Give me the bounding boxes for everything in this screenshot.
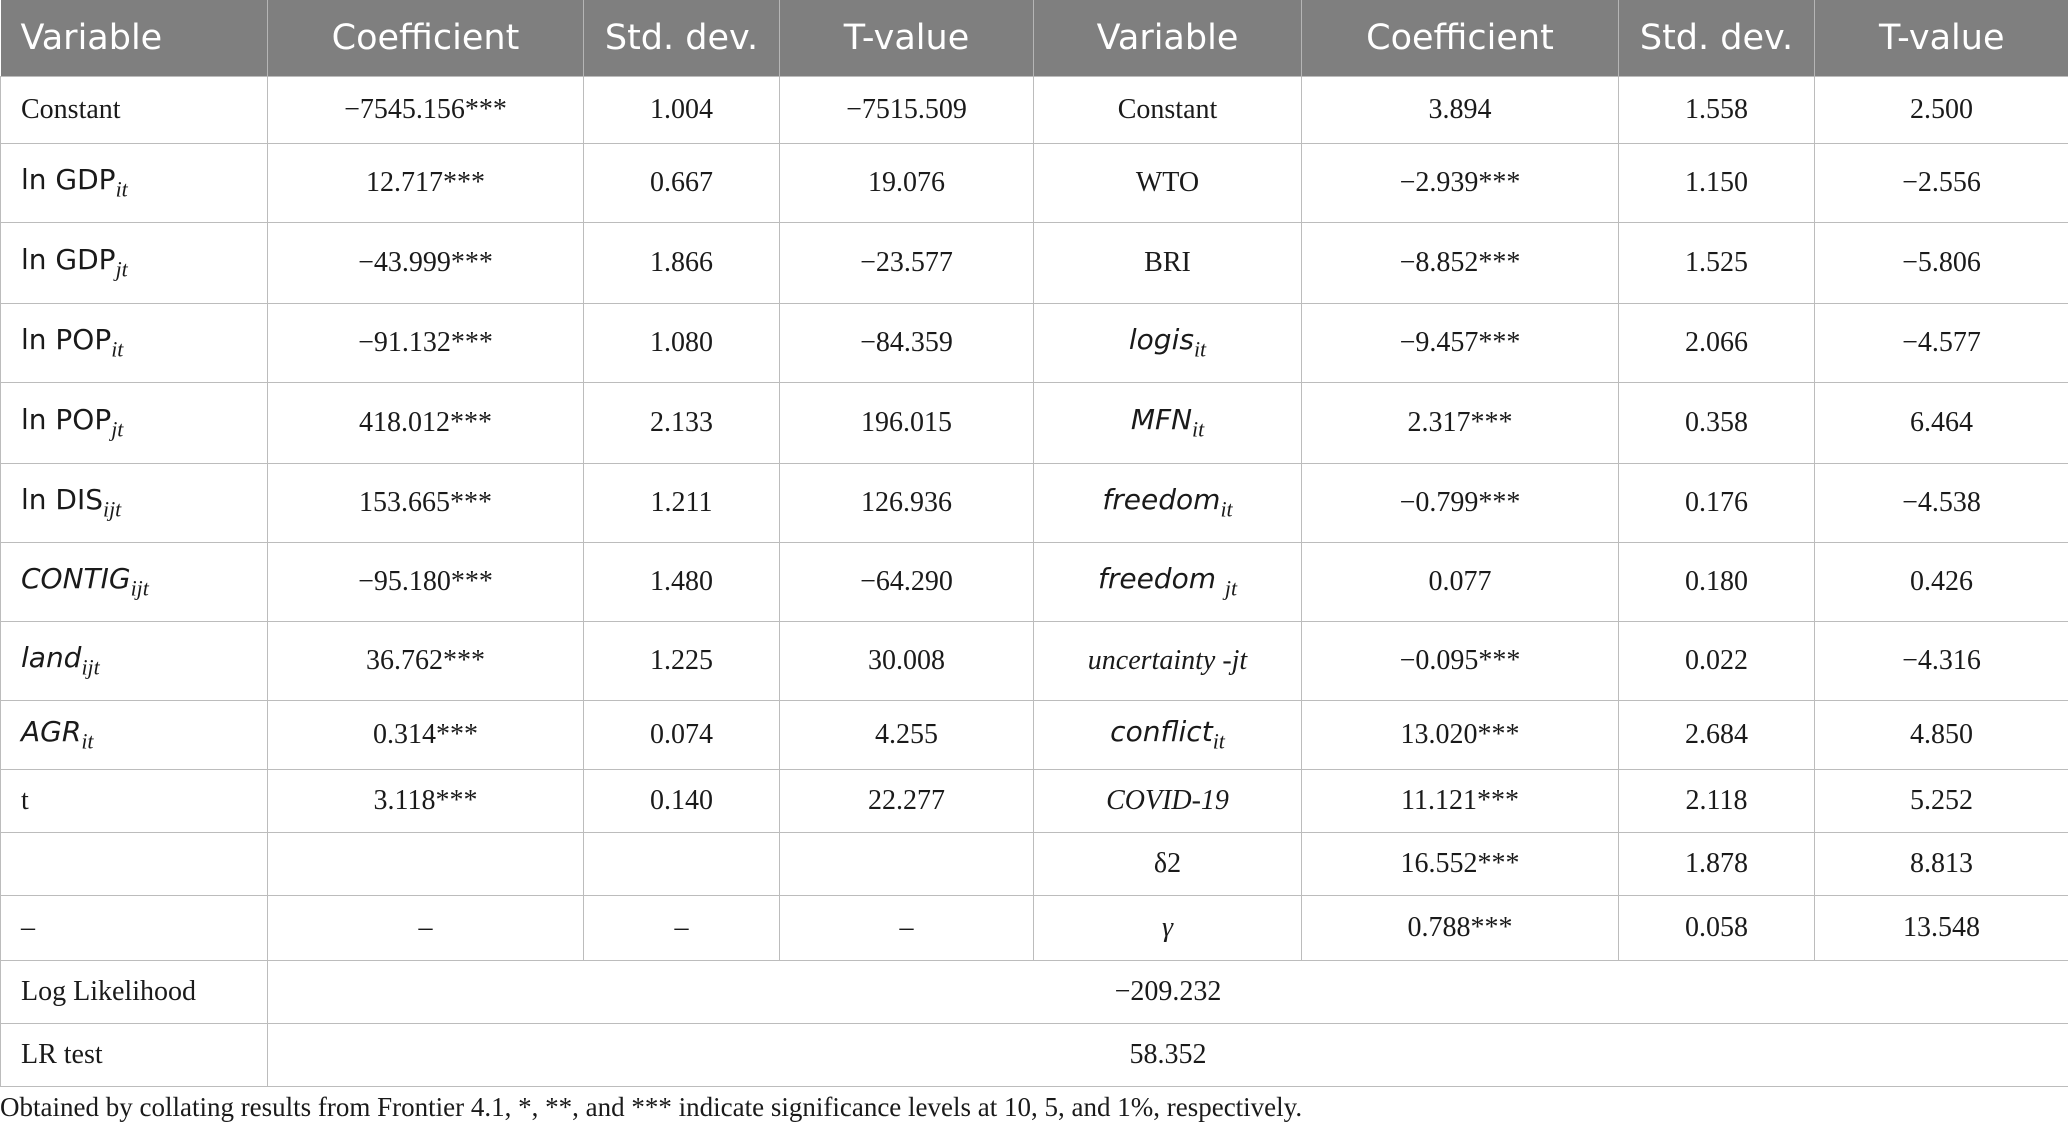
t-value-cell: −4.577: [1815, 304, 2068, 383]
coefficient-cell: −0.799***: [1302, 464, 1619, 543]
table-header-row: [1, 0, 2068, 77]
table-row: [1, 304, 2068, 383]
variable-cell: [1, 543, 268, 622]
variable-subscript: it: [1192, 417, 1205, 442]
header-t-value-right: T-value: [1815, 0, 2068, 77]
coefficient-cell: −8.852***: [1302, 223, 1619, 304]
variable-subscript: it: [111, 337, 124, 362]
variable-cell: [1034, 896, 1302, 961]
variable-cell: [1034, 304, 1302, 383]
variable-name: ln POP: [21, 323, 112, 357]
t-value-cell: 5.252: [1815, 770, 2068, 833]
variable-name: COVID-19: [1106, 785, 1229, 816]
coefficient-cell: 3.118***: [268, 770, 584, 833]
variable-subscript: it: [115, 177, 128, 202]
coefficient-cell: 16.552***: [1302, 833, 1619, 896]
variable-cell: –: [1, 896, 268, 961]
std-dev-cell: 0.058: [1619, 896, 1815, 961]
variable-cell: [1034, 383, 1302, 464]
coefficient-cell: −7545.156***: [268, 77, 584, 144]
t-value-cell: 4.255: [780, 701, 1034, 770]
table-row: [1, 383, 2068, 464]
variable-cell: [1, 383, 268, 464]
lr-test-value: 58.352: [268, 1024, 2068, 1087]
variable-name: t: [21, 785, 29, 816]
t-value-cell: 0.426: [1815, 543, 2068, 622]
variable-name: MFN: [1130, 403, 1193, 437]
std-dev-cell: –: [584, 896, 780, 961]
coefficient-cell: 0.077: [1302, 543, 1619, 622]
variable-cell: [1034, 701, 1302, 770]
variable-name: Constant: [1117, 94, 1218, 125]
std-dev-cell: 1.150: [1619, 144, 1815, 223]
variable-cell: [1034, 622, 1302, 701]
t-value-cell: −5.806: [1815, 223, 2068, 304]
header-coefficient-left: Coefficient: [268, 0, 584, 77]
table-row: [1, 833, 2068, 896]
variable-subscript: jt: [111, 417, 124, 442]
std-dev-cell: 1.525: [1619, 223, 1815, 304]
std-dev-cell: 2.133: [584, 383, 780, 464]
lr-test-row: [1, 1024, 2068, 1087]
coefficient-cell: −2.939***: [1302, 144, 1619, 223]
variable-cell: [1, 304, 268, 383]
std-dev-cell: 0.667: [584, 144, 780, 223]
variable-name: CONTIG: [21, 562, 131, 596]
coefficient-cell: 36.762***: [268, 622, 584, 701]
variable-cell: [1, 622, 268, 701]
variable-cell: [1, 223, 268, 304]
table-row: [1, 896, 2068, 961]
variable-subscript: jt: [1224, 576, 1238, 601]
header-variable-right: Variable: [1034, 0, 1302, 77]
variable-name: freedom: [1102, 483, 1221, 517]
header-variable-left: Variable: [1, 0, 268, 77]
t-value-cell: 8.813: [1815, 833, 2068, 896]
variable-name: uncertainty -jt: [1087, 645, 1248, 676]
variable-cell: [1034, 223, 1302, 304]
coefficient-cell: −91.132***: [268, 304, 584, 383]
variable-subscript: ijt: [103, 497, 122, 522]
t-value-cell: −4.316: [1815, 622, 2068, 701]
std-dev-cell: 0.074: [584, 701, 780, 770]
coefficient-cell: 12.717***: [268, 144, 584, 223]
variable-name: BRI: [1144, 247, 1191, 278]
coefficient-cell: 0.314***: [268, 701, 584, 770]
t-value-cell: 6.464: [1815, 383, 2068, 464]
variable-name: ln POP: [21, 403, 112, 437]
variable-subscript: it: [1193, 337, 1207, 362]
std-dev-cell: 2.684: [1619, 701, 1815, 770]
t-value-cell: –: [780, 896, 1034, 961]
std-dev-cell: 1.866: [584, 223, 780, 304]
std-dev-cell: 0.358: [1619, 383, 1815, 464]
variable-name: freedom: [1097, 562, 1225, 596]
std-dev-cell: 2.066: [1619, 304, 1815, 383]
header-std-dev-left: Std. dev.: [584, 0, 780, 77]
variable-name: AGR: [21, 715, 82, 749]
table-row: [1, 770, 2068, 833]
std-dev-cell: 1.480: [584, 543, 780, 622]
variable-name: conflict: [1110, 715, 1213, 749]
t-value-cell: 19.076: [780, 144, 1034, 223]
variable-cell: [1034, 770, 1302, 833]
variable-cell: [1034, 543, 1302, 622]
variable-name: logis: [1128, 323, 1194, 357]
t-value-cell: 13.548: [1815, 896, 2068, 961]
t-value-cell: 2.500: [1815, 77, 2068, 144]
table-row: [1, 701, 2068, 770]
variable-cell: [1034, 833, 1302, 896]
log-likelihood-value: −209.232: [268, 961, 2068, 1024]
variable-name: ln GDP: [21, 163, 116, 197]
log-likelihood-label: Log Likelihood: [1, 961, 268, 1024]
t-value-cell: −64.290: [780, 543, 1034, 622]
std-dev-cell: 0.022: [1619, 622, 1815, 701]
log-likelihood-row: [1, 961, 2068, 1024]
std-dev-cell: 1.211: [584, 464, 780, 543]
table-row: [1, 622, 2068, 701]
coefficient-cell: 2.317***: [1302, 383, 1619, 464]
table-row: [1, 464, 2068, 543]
variable-cell: [1034, 77, 1302, 144]
variable-subscript: ijt: [130, 576, 149, 601]
table-footnote: Obtained by collating results from Frontier 4.1, *, **, and *** indicate significance levels at 10, 5, and 1%, respectively.: [0, 1092, 1303, 1122]
std-dev-cell: 1.225: [584, 622, 780, 701]
coefficient-cell: 3.894: [1302, 77, 1619, 144]
t-value-cell: −7515.509: [780, 77, 1034, 144]
t-value-cell: 196.015: [780, 383, 1034, 464]
t-value-cell: 126.936: [780, 464, 1034, 543]
variable-name: ln DIS: [21, 483, 104, 517]
t-value-cell: −4.538: [1815, 464, 2068, 543]
variable-cell: [1034, 464, 1302, 543]
variable-subscript: it: [81, 729, 94, 754]
variable-subscript: jt: [115, 257, 128, 282]
variable-name: WTO: [1135, 167, 1200, 198]
header-coefficient-right: Coefficient: [1302, 0, 1619, 77]
variable-cell: [1, 464, 268, 543]
std-dev-cell: 0.176: [1619, 464, 1815, 543]
table-row: [1, 223, 2068, 304]
std-dev-cell: 0.180: [1619, 543, 1815, 622]
coefficient-cell: −9.457***: [1302, 304, 1619, 383]
std-dev-cell: 1.004: [584, 77, 780, 144]
t-value-cell: −23.577: [780, 223, 1034, 304]
lr-test-label: LR test: [1, 1024, 268, 1087]
table-row: [1, 543, 2068, 622]
t-value-cell: 22.277: [780, 770, 1034, 833]
std-dev-cell: 1.080: [584, 304, 780, 383]
variable-name: Constant: [21, 94, 121, 125]
std-dev-cell: 1.878: [1619, 833, 1815, 896]
variable-subscript: it: [1220, 497, 1233, 522]
std-dev-cell: 0.140: [584, 770, 780, 833]
t-value-cell: 30.008: [780, 622, 1034, 701]
variable-name: ln GDP: [21, 243, 116, 277]
header-std-dev-right: Std. dev.: [1619, 0, 1815, 77]
t-value-cell: 4.850: [1815, 701, 2068, 770]
std-dev-cell: [584, 833, 780, 896]
coefficient-cell: −95.180***: [268, 543, 584, 622]
variable-cell: [1, 833, 268, 896]
std-dev-cell: 1.558: [1619, 77, 1815, 144]
coefficient-cell: 13.020***: [1302, 701, 1619, 770]
variable-name: δ2: [1153, 848, 1182, 879]
variable-cell: [1, 770, 268, 833]
coefficient-cell: 153.665***: [268, 464, 584, 543]
t-value-cell: [780, 833, 1034, 896]
t-value-cell: −2.556: [1815, 144, 2068, 223]
std-dev-cell: 2.118: [1619, 770, 1815, 833]
header-t-value-left: T-value: [780, 0, 1034, 77]
t-value-cell: −84.359: [780, 304, 1034, 383]
table-row: [1, 144, 2068, 223]
coefficient-cell: [268, 833, 584, 896]
variable-name: land: [21, 641, 82, 675]
variable-cell: [1, 144, 268, 223]
coefficient-cell: –: [268, 896, 584, 961]
variable-name: γ: [1161, 912, 1174, 943]
variable-cell: [1034, 144, 1302, 223]
variable-cell: [1, 77, 268, 144]
table-row: [1, 77, 2068, 144]
coefficient-cell: 11.121***: [1302, 770, 1619, 833]
coefficient-cell: 418.012***: [268, 383, 584, 464]
coefficient-cell: −0.095***: [1302, 622, 1619, 701]
variable-cell: [1, 701, 268, 770]
variable-subscript: ijt: [81, 655, 100, 680]
coefficient-cell: 0.788***: [1302, 896, 1619, 961]
variable-subscript: it: [1212, 729, 1225, 754]
coefficient-cell: −43.999***: [268, 223, 584, 304]
